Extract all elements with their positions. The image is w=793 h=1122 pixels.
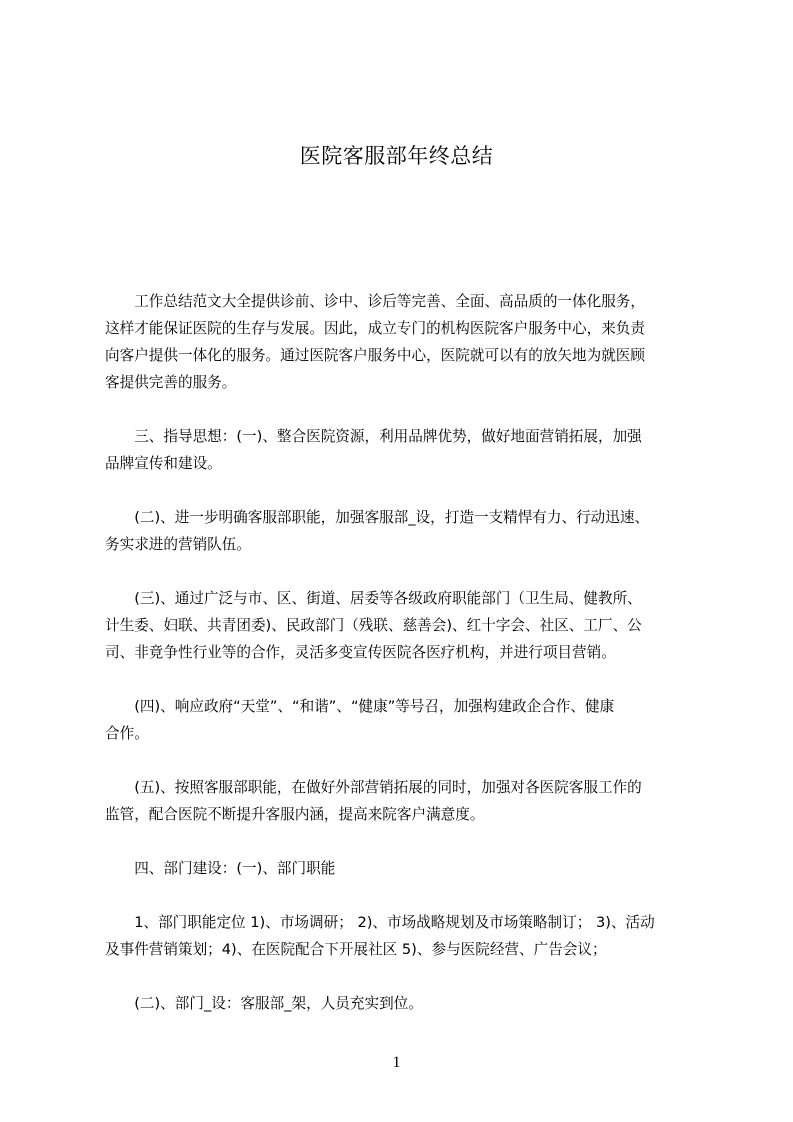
paragraph-item-4: [105, 693, 699, 747]
text-line: (二)、进一步明确客服部职能，加强客服部_设，打造一支精悍有力、行动迅速、: [105, 509, 650, 526]
paragraph-department-setup: [105, 990, 699, 1017]
paragraph-item-2: [105, 504, 699, 558]
text-line: (三)、通过广泛与市、区、街道、居委等各级政府职能部门（卫生局、健教所、: [105, 590, 642, 607]
paragraph-item-3: [105, 585, 699, 666]
text-line: (四)、响应政府“天堂”、“和谐”、“健康”等号召，加强构建政企合作、健康: [105, 698, 615, 715]
text-line: 四、部门建设：(一)、部门职能: [105, 860, 336, 877]
text-line: 品牌宣传和建设。: [105, 455, 222, 472]
page-title: 医院客服部年终总结: [299, 144, 494, 168]
text-line: 这样才能保证医院的生存与发展。因此，成立专门的机构医院客户服务中心，来负责: [105, 320, 645, 337]
text-line: 监管，配合医院不断提升客服内涵，提高来院客户满意度。: [105, 806, 485, 823]
page-number: 1: [392, 1054, 401, 1071]
paragraph-guiding-thought: [105, 423, 699, 477]
text-line: 及事件营销策划；4)、在医院配合下开展社区 5)、参与医院经营、广告会议；: [105, 941, 607, 958]
text-line: 向客户提供一体化的服务。通过医院客户服务中心，医院就可以有的放矢地为就医顾: [105, 347, 645, 364]
paragraph-department-positioning: [105, 909, 699, 963]
document-body: [105, 288, 699, 1044]
text-line: (二)、部门_设：客服部_架，人员充实到位。: [105, 995, 423, 1012]
text-line: 1、部门职能定位 1)、市场调研； 2)、市场战略规划及市场策略制订； 3)、活动: [105, 914, 655, 931]
text-line: 合作。: [105, 725, 149, 742]
text-line: 三、指导思想：(一)、整合医院资源，利用品牌优势，做好地面营销拓展，加强: [105, 428, 642, 445]
text-line: 计生委、妇联、共青团委)、民政部门（残联、慈善会)、红十字会、社区、工厂、公: [105, 617, 642, 634]
text-line: (五)、按照客服部职能，在做好外部营销拓展的同时，加强对各医院客服工作的: [105, 779, 642, 796]
paragraph-department-building: [105, 855, 699, 882]
text-line: 务实求进的营销队伍。: [105, 536, 251, 553]
paragraph-intro: [105, 288, 699, 396]
text-line: 工作总结范文大全提供诊前、诊中、诊后等完善、全面、高品质的一体化服务，: [105, 293, 645, 310]
text-line: 客提供完善的服务。: [105, 374, 237, 391]
paragraph-item-5: [105, 774, 699, 828]
text-line: 司、非竟争性行业等的合作，灵活多变宣传医院各医疗机构，并进行项目营销。: [105, 644, 616, 661]
